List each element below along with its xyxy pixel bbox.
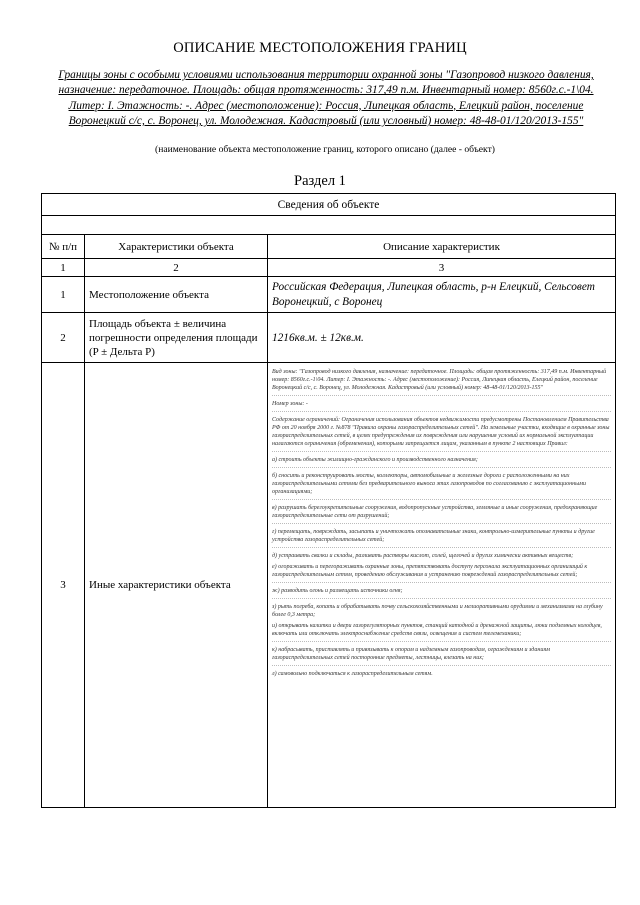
restriction-paragraph: Содержание ограничений: Ограничения использования объектов недвижимости предусмотрены Постановлением Правительства РФ от 20 ноября 2000 г. №878 "Правила охраны газораспределительных сетей". На земельные участки, входящие в охранные зоны газораспределительных сетей, в целях предупреждения их повреждения или нарушения условий их нормальной эксплуатации налагаются ограничения (обременения), которыми запрещается лицам, указанным в пункте 2 настоящих Правил: [272,416,611,452]
column-number: 3 [268,259,616,277]
page-title: ОПИСАНИЕ МЕСТОПОЛОЖЕНИЯ ГРАНИЦ [173,40,467,56]
restriction-item: г) перемещать, повреждать, засыпать и уничтожать опознавательные знаки, контрольно-измерительные пункты и другие устройства газораспределительных сетей; [272,528,611,548]
column-number-row [42,259,616,277]
restriction-item: л) самовольно подключаться к газораспределительным сетям. [272,671,433,678]
row-value: Российская Федерация, Липецкая область, р-н Елецкий, Сельсовет Воронецкий, с Воронец [268,277,616,313]
table-row [42,313,616,363]
restriction-item: з) рыть погреба, копать и обрабатывать почву сельскохозяйственными и мелиоративными орудиями и механизмами на глубину более 0,3 метра; [272,604,603,619]
column-header-characteristic: Характеристики объекта [85,235,268,259]
table-title: Сведения об объекте [42,194,616,216]
column-header-num: № п/п [42,235,85,259]
row-characteristic: Местоположение объекта [85,277,268,313]
table-row [42,363,616,808]
restriction-item: д) устраивать свалки и склады, разливать растворы кислот, солей, щелочей и других химически активных веществ; [272,553,574,559]
section-title: Раздел 1 [294,173,346,189]
restriction-item: а) строить объекты жилищно-гражданского и производственного назначения; [272,456,611,468]
row-characteristic: Иные характеристики объекта [85,363,268,808]
column-number: 1 [42,259,85,277]
restriction-item: ж) разводить огонь и размещать источники огня; [272,587,611,599]
restriction-item: б) сносить и реконструировать мосты, коллекторы, автомобильные и железные дороги с расположенными на них газораспределительными сетями без предварительного выноса этих газопроводов по согласованию с эксплуатационными организациями; [272,472,611,500]
object-caption: (наименование объекта местоположение границ, которого описано (далее - объект) [155,144,495,155]
restriction-item: в) разрушать берегоукрепительные сооружения, водопропускные устройства, земляные и иные сооружения, предохраняющие газораспределительные сети от разрушений; [272,504,611,524]
zone-type-paragraph: Вид зоны: "Газопровод низкого давления, назначение: передаточное. Площадь: общая протяженность: 317,49 п.м. Инвентарный номер: 8560г.с.-1\04. Литер: I. Этажность: -. Адрес (местоположение): Россия, Липецкая область, Елецкий район, поселение Воронецкий с/с, с. Воронец, ул. Молодежная. Кадастровый (или условный) номер: 48-48-01/120/2013-155" [272,368,611,396]
restriction-item: к) набрасывать, приставлять и привязывать к опорам и надземным газопроводам, ограждениям и зданиям газораспределительных сетей посторонние предметы, лестницы, влезать на них; [272,646,611,666]
row-number: 2 [42,313,85,363]
empty-row [42,216,616,235]
column-header-description: Описание характеристик [268,235,616,259]
table-title-row [42,194,616,216]
row-value: 1216кв.м. ± 12кв.м. [268,313,616,363]
column-number: 2 [85,259,268,277]
table-row [42,277,616,313]
empty-cell [42,216,616,235]
other-characteristics-text [268,363,616,808]
column-header-row [42,235,616,259]
row-number: 1 [42,277,85,313]
zone-number-paragraph: Номер зоны: - [272,400,611,412]
restriction-item: е) огораживать и перегораживать охранные зоны, препятствовать доступу персонала эксплуатационных организаций к газораспределительным сетям, проведению обслуживания и устранению повреждений газораспределительных сетей; [272,563,611,583]
row-characteristic: Площадь объекта ± величина погрешности определения площади (P ± Дельта P) [85,313,268,363]
row-number: 3 [42,363,85,808]
restriction-item: и) открывать калитки и двери газорегуляторных пунктов, станций катодной и дренажной защиты, люки подземных колодцев, включать или отключать электроснабжение средств связи, освещения и систем телемеханики; [272,622,611,642]
object-subject: Границы зоны с особыми условиями использования территории охранной зоны "Газопровод низкого давления, назначение: передаточное. Площадь: общая протяженность: 317,49 п.м. Инвентарный номер: 8560г.с.-1\04. Литер: I. Этажность: -. Адрес (местоположение): Россия, Липецкая область, Елецкий район, поселение Воронецкий с/с, с. Воронец, ул. Молодежная. Кадастровый (или условный) номер: 48-48-01/120/2013-155" [58,69,594,127]
object-info-table [41,193,616,808]
